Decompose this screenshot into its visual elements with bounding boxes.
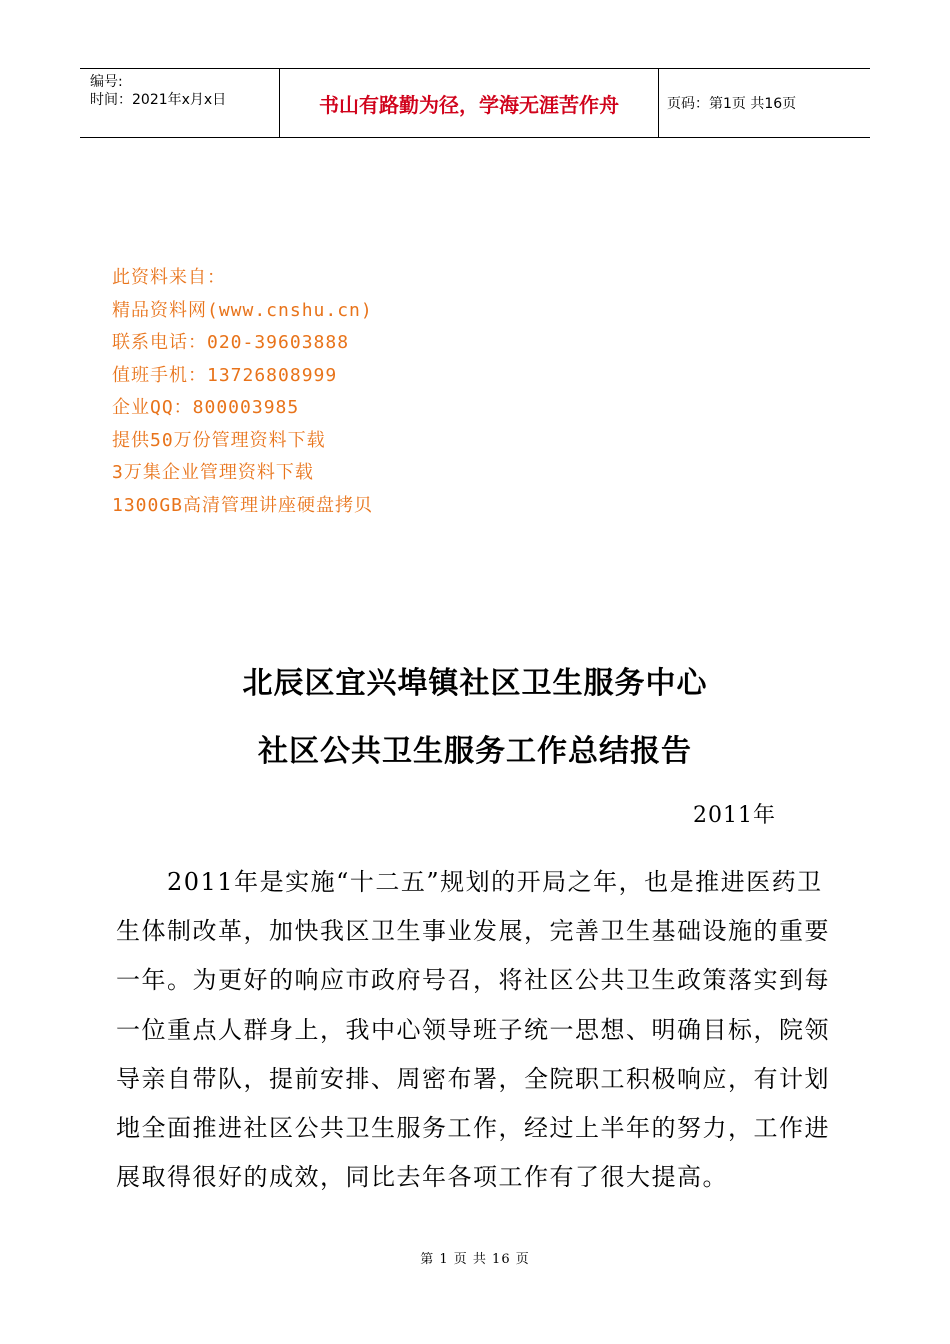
- header-meta: [80, 69, 280, 137]
- source-line: 此资料来自：: [112, 267, 226, 288]
- paragraph-line: 生体制改革，加快我区卫生事业发展，完善卫生基础设施的重要: [116, 917, 830, 946]
- source-line: 3万集企业管理资料下载: [112, 462, 314, 483]
- number-label: 编号:: [90, 74, 123, 90]
- source-line: 企业QQ：800003985: [112, 397, 300, 418]
- document-title-line2: 社区公共卫生服务工作总结报告: [258, 734, 692, 769]
- header-motto: 书山有路勤为径，学海无涯苦作舟: [280, 69, 659, 137]
- page-header: [80, 68, 870, 138]
- time-label: 时间：2021年x月x日: [90, 92, 227, 108]
- paragraph-line: 2011年是实施“十二五”规划的开局之年，也是推进医药卫: [116, 868, 823, 896]
- source-line: 值班手机：13726808999: [112, 364, 338, 386]
- source-line: 提供50万份管理资料下载: [112, 429, 326, 451]
- paragraph-line: 导亲自带队，提前安排、周密布署，全院职工积极响应，有计划: [116, 1064, 830, 1093]
- document-year: 2011年: [693, 803, 776, 828]
- body-paragraph: [116, 858, 838, 1202]
- source-line: 联系电话：020-39603888: [112, 332, 350, 353]
- source-info: [112, 262, 373, 522]
- source-line: 精品资料网(www.cnshu.cn): [112, 299, 373, 321]
- source-line: 1300GB高清管理讲座硬盘拷贝: [112, 494, 374, 516]
- paragraph-line: 展取得很好的成效，同比去年各项工作有了很大提高。: [116, 1163, 728, 1192]
- page-footer: 第 1 页 共 16 页: [420, 1252, 530, 1267]
- header-page-code: 页码：第1页 共16页: [667, 96, 797, 112]
- paragraph-line: 一年。为更好的响应市政府号召，将社区公共卫生政策落实到每: [116, 966, 830, 995]
- paragraph-line: 地全面推进社区公共卫生服务工作，经过上半年的努力，工作进: [116, 1114, 830, 1143]
- document-title-line1: 北辰区宜兴埠镇社区卫生服务中心: [242, 666, 708, 701]
- paragraph-line: 一位重点人群身上，我中心领导班子统一思想、明确目标，院领: [116, 1015, 830, 1044]
